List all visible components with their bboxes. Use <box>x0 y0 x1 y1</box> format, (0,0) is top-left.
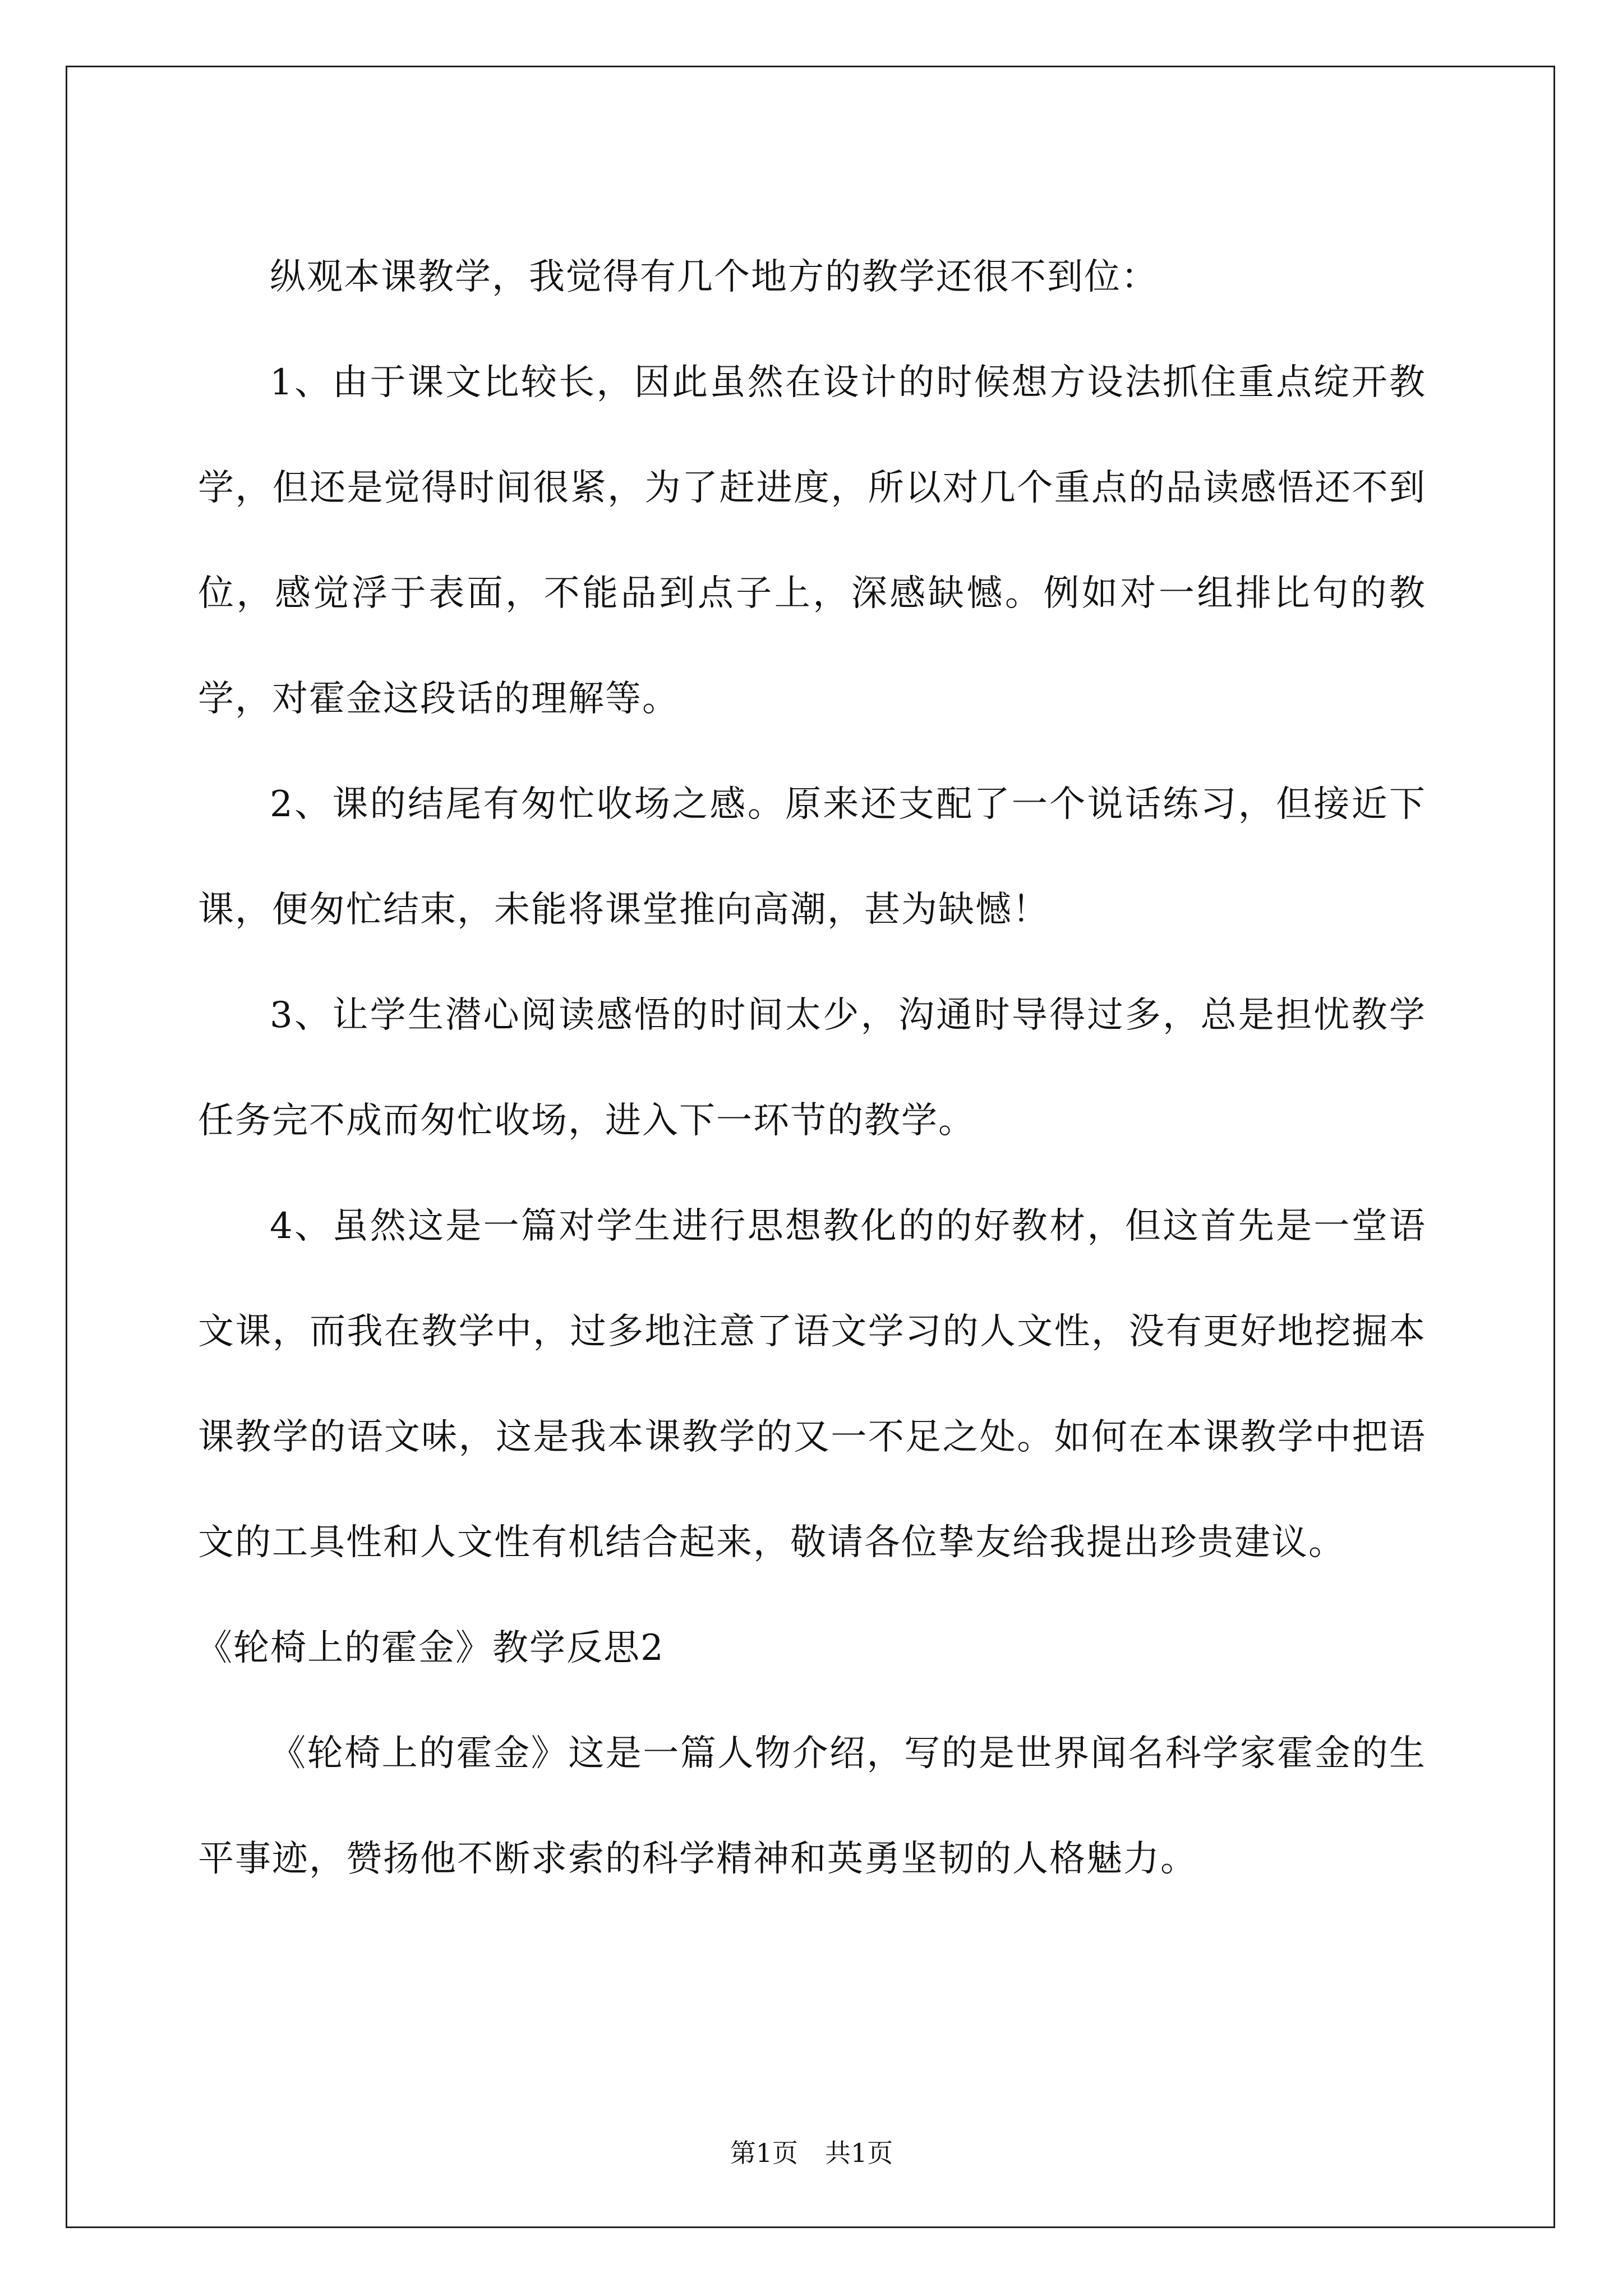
section-heading: 《轮椅上的霍金》教学反思2 <box>196 1627 665 1669</box>
section-paragraph-1: 《轮椅上的霍金》这是一篇人物介绍，写的是世界闻名科学家霍金的生平事迹，赞扬他不断求索的科学精神和英勇坚韧的人格魅力。 <box>198 1733 1426 1880</box>
paragraph-point-2: 2、课的结尾有匆忙收场之感。原来还支配了一个说话练习，但接近下课，便匆忙结束，未能将课堂推向高潮，甚为缺憾！ <box>198 784 1426 931</box>
page-number-current: 第1页 <box>730 2138 798 2168</box>
paragraph-point-1: 1、由于课文比较长，因此虽然在设计的时候想方设法抓住重点绽开教学，但还是觉得时间很紧，为了赶进度，所以对几个重点的品读感悟还不到位，感觉浮于表面，不能品到点子上，深感缺憾。例如对一组排比句的教学，对霍金这段话的理解等。 <box>198 362 1426 720</box>
page-footer <box>0 2136 1623 2170</box>
page-number-total: 共1页 <box>825 2138 893 2168</box>
paragraph-intro: 纵观本课教学，我觉得有几个地方的教学还很不到位： <box>270 256 1158 298</box>
document-body <box>198 224 1426 1912</box>
paragraph-point-3: 3、让学生潜心阅读感悟的时间太少，沟通时导得过多，总是担忧教学任务完不成而匆忙收场，进入下一环节的教学。 <box>198 995 1426 1142</box>
paragraph-point-4: 4、虽然这是一篇对学生进行思想教化的的好教材，但这首先是一堂语文课，而我在教学中，过多地注意了语文学习的人文性，没有更好地挖掘本课教学的语文味，这是我本课教学的又一不足之处。如何在本课教学中把语文的工具性和人文性有机结合起来，敬请各位挚友给我提出珍贵建议。 <box>198 1205 1426 1563</box>
